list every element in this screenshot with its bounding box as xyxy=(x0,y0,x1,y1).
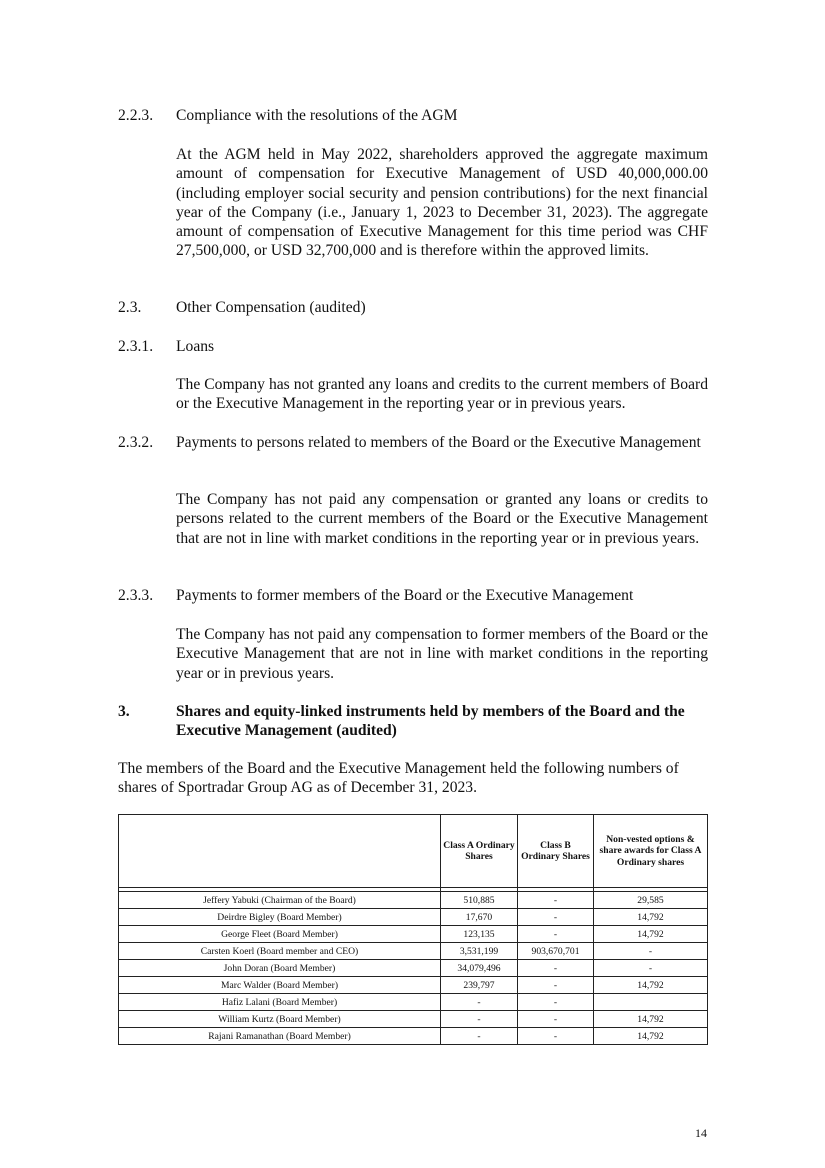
table-row xyxy=(119,977,708,994)
section-heading: Payments to persons related to members of the Board or the Executive Management xyxy=(176,434,701,451)
section-number: 2.2.3. xyxy=(118,107,154,124)
cell-class-a: 239,797 xyxy=(441,977,518,994)
cell-class-b: 903,670,701 xyxy=(518,943,594,960)
section-number: 3. xyxy=(118,703,130,720)
section-2-3-heading xyxy=(118,298,708,317)
section-2-3-1-heading xyxy=(118,337,708,356)
cell-name: Carsten Koerl (Board member and CEO) xyxy=(119,943,441,960)
cell-class-a: 510,885 xyxy=(441,892,518,909)
section-heading: Shares and equity-linked instruments held by members of the Board and the Executive Management (audited) xyxy=(176,703,685,740)
cell-name: Marc Walder (Board Member) xyxy=(119,977,441,994)
table-header-row xyxy=(119,815,708,888)
cell-class-b: - xyxy=(518,994,594,1011)
cell-class-a: 123,135 xyxy=(441,926,518,943)
shareholdings-table-wrapper xyxy=(118,814,707,1045)
cell-name: William Kurtz (Board Member) xyxy=(119,1011,441,1028)
section-number: 2.3.2. xyxy=(118,434,154,451)
shareholdings-table xyxy=(118,814,708,1045)
table-row xyxy=(119,926,708,943)
table-row xyxy=(119,892,708,909)
table-intro: The members of the Board and the Executive Management held the following numbers of shares of Sportradar Group AG as of December 31, 2023. xyxy=(118,760,679,797)
header-class-b: Class B Ordinary Shares xyxy=(518,815,594,888)
table-row xyxy=(119,960,708,977)
section-heading: Other Compensation (audited) xyxy=(176,299,366,316)
section-number: 2.3.3. xyxy=(118,587,154,604)
cell-class-b: - xyxy=(518,909,594,926)
table-row xyxy=(119,943,708,960)
cell-class-a: 17,670 xyxy=(441,909,518,926)
cell-class-b: - xyxy=(518,960,594,977)
section-2-3-2-body: The Company has not paid any compensation or granted any loans or credits to persons related to the current members of the Board or the Executive Management that are not in line with market conditions in the reporting year or in previous years. xyxy=(176,491,708,547)
cell-class-b: - xyxy=(518,977,594,994)
cell-options: 14,792 xyxy=(594,1011,708,1028)
table-row xyxy=(119,1028,708,1045)
cell-class-b: - xyxy=(518,892,594,909)
cell-options: 14,792 xyxy=(594,1028,708,1045)
section-2-3-2-heading xyxy=(118,433,708,452)
section-2-2-3-heading xyxy=(118,106,708,125)
cell-options: 14,792 xyxy=(594,977,708,994)
cell-options: - xyxy=(594,943,708,960)
cell-class-a: 3,531,199 xyxy=(441,943,518,960)
cell-class-b: - xyxy=(518,1011,594,1028)
cell-name: Rajani Ramanathan (Board Member) xyxy=(119,1028,441,1045)
section-2-3-3-body: The Company has not paid any compensation to former members of the Board or the Executive Management that are not in line with market conditions in the reporting year or in previous years. xyxy=(176,626,708,682)
cell-name: Deirdre Bigley (Board Member) xyxy=(119,909,441,926)
cell-name: George Fleet (Board Member) xyxy=(119,926,441,943)
cell-options xyxy=(594,994,708,1011)
cell-options: 29,585 xyxy=(594,892,708,909)
table-row xyxy=(119,909,708,926)
table-row xyxy=(119,1011,708,1028)
header-options: Non-vested options & share awards for Class A Ordinary shares xyxy=(594,815,708,888)
cell-class-a: - xyxy=(441,994,518,1011)
header-name xyxy=(119,815,441,888)
table-row xyxy=(119,994,708,1011)
cell-class-a: - xyxy=(441,1011,518,1028)
cell-class-a: - xyxy=(441,1028,518,1045)
section-2-2-3-body: At the AGM held in May 2022, shareholders approved the aggregate maximum amount of compensation for Executive Management of USD 40,000,000.00 (including employer social security and pension contributions) for the next financial year of the Company (i.e., January 1, 2023 to December 31, 2023). The aggregate amount of compensation of Executive Management for this time period was CHF 27,500,000, or USD 32,700,000 and is therefore within the approved limits. xyxy=(176,146,708,260)
section-number: 2.3.1. xyxy=(118,338,154,355)
cell-options: 14,792 xyxy=(594,909,708,926)
section-heading: Payments to former members of the Board or the Executive Management xyxy=(176,587,634,604)
cell-class-a: 34,079,496 xyxy=(441,960,518,977)
cell-name: Hafiz Lalani (Board Member) xyxy=(119,994,441,1011)
cell-options: 14,792 xyxy=(594,926,708,943)
section-3-heading xyxy=(118,702,708,741)
section-heading: Compliance with the resolutions of the AGM xyxy=(176,107,458,124)
header-class-a: Class A Ordinary Shares xyxy=(441,815,518,888)
section-2-3-3-heading xyxy=(118,586,708,605)
cell-name: John Doran (Board Member) xyxy=(119,960,441,977)
cell-options: - xyxy=(594,960,708,977)
cell-class-b: - xyxy=(518,1028,594,1045)
cell-class-b: - xyxy=(518,926,594,943)
cell-name: Jeffery Yabuki (Chairman of the Board) xyxy=(119,892,441,909)
section-heading: Loans xyxy=(176,338,215,355)
section-number: 2.3. xyxy=(118,299,142,316)
page-number: 14 xyxy=(695,1126,707,1140)
section-2-3-1-body: The Company has not granted any loans and credits to the current members of Board or the Executive Management in the reporting year or in previous years. xyxy=(176,376,708,413)
